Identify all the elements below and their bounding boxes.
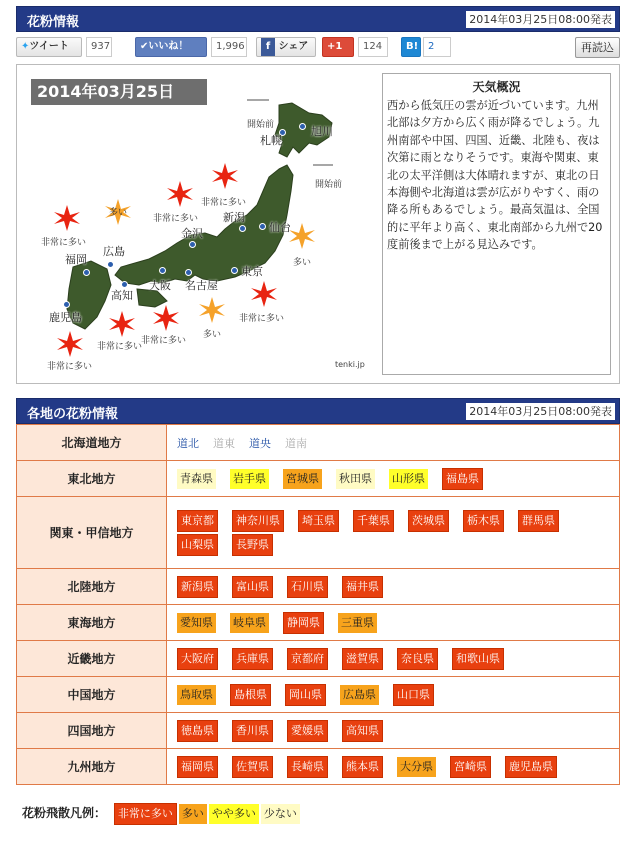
region-name: 九州地方 [17, 749, 167, 785]
prefecture-link[interactable]: 佐賀県 [232, 756, 273, 778]
prefecture-link[interactable]: 道東 [213, 436, 235, 450]
city-kanazawa[interactable]: 金沢 [181, 227, 203, 240]
region-name: 北陸地方 [17, 569, 167, 605]
prefecture-link[interactable]: 長崎県 [287, 756, 328, 778]
prefecture-link[interactable]: 鹿児島県 [505, 756, 557, 778]
city-dot [231, 267, 238, 274]
city-dot [185, 269, 192, 276]
page-title: 花粉情報 [27, 15, 80, 30]
city-dot [107, 261, 114, 268]
region-row [17, 461, 620, 497]
gplus-count: 124 [358, 37, 388, 57]
region-row [17, 641, 620, 677]
city-dot [189, 241, 196, 248]
regional-header [16, 398, 620, 424]
prefecture-link[interactable]: 石川県 [287, 576, 328, 598]
city-dot [299, 123, 306, 130]
map-label-very-high: 非常に多い [141, 336, 187, 346]
region-prefectures [167, 677, 620, 713]
region-name: 中国地方 [17, 677, 167, 713]
prefecture-link[interactable]: 徳島県 [177, 720, 218, 742]
hatena-icon: B! [406, 41, 419, 52]
map-label-start: 開始前 [247, 120, 275, 130]
region-name: 関東・甲信地方 [17, 497, 167, 569]
map-date: 2014年03月25日 [31, 79, 207, 105]
prefecture-link[interactable]: 道央 [249, 436, 271, 450]
city-dot [239, 225, 246, 232]
prefecture-link[interactable]: 東京都 [177, 510, 218, 532]
prefecture-link[interactable]: 茨城県 [408, 510, 449, 532]
map-label-very-high: 非常に多い [41, 238, 87, 248]
map-label-very-high: 非常に多い [201, 198, 247, 208]
region-prefectures [167, 497, 620, 569]
city-dot [259, 223, 266, 230]
prefecture-link[interactable]: 福岡県 [177, 756, 218, 778]
japan-map [17, 65, 377, 383]
prefecture-link[interactable]: 群馬県 [518, 510, 559, 532]
prefecture-link[interactable]: 福島県 [442, 468, 483, 490]
region-prefectures [167, 605, 620, 641]
prefecture-link[interactable]: 千葉県 [353, 510, 394, 532]
city-hiroshima[interactable]: 広島 [103, 245, 125, 258]
summary-text: 西から低気圧の雲が近づいています。九州北部は夕方から広く雨が降るでしょう。九州南部や中国、四国、近畿、北陸も、夜は次第に雨となりそうです。東海や関東、東北の太平洋側は大体晴れますが、東北の日本海側や北海道は雲が広がりやすく、雨の降る所もあるでしょう。最高気温は、全国的に平年より高く、東北南部から九州で20度前後まで上がる見込みです。 [387, 99, 603, 252]
regional-title: 各地の花粉情報 [27, 407, 119, 422]
region-name: 四国地方 [17, 713, 167, 749]
city-sendai[interactable]: 仙台 [269, 221, 291, 234]
prefecture-link[interactable]: 神奈川県 [232, 510, 284, 532]
region-row [17, 425, 620, 461]
prefecture-link[interactable]: 広島県 [340, 685, 379, 705]
like-count: 1,996 [211, 37, 247, 57]
region-name: 東海地方 [17, 605, 167, 641]
city-fukuoka[interactable]: 福岡 [65, 253, 87, 266]
prefecture-link[interactable]: 愛媛県 [287, 720, 328, 742]
map-credit: tenki.jp [335, 360, 365, 369]
map-label-very-high: 非常に多い [47, 362, 93, 372]
city-kochi[interactable]: 高知 [111, 289, 133, 302]
city-asahikawa[interactable]: 旭川 [311, 125, 333, 138]
prefecture-link[interactable]: 三重県 [338, 613, 377, 633]
city-dot [63, 301, 70, 308]
prefecture-link[interactable]: 福井県 [342, 576, 383, 598]
prefecture-link[interactable]: 宮城県 [283, 469, 322, 489]
summary-title: 天気概況 [472, 80, 521, 94]
map-label-very-high: 非常に多い [97, 342, 143, 352]
prefecture-link[interactable]: 岡山県 [285, 684, 326, 706]
map-label-high: 多い [109, 208, 128, 218]
city-osaka[interactable]: 大阪 [149, 279, 171, 292]
tweet-count: 937 [86, 37, 112, 57]
prefecture-link[interactable]: 香川県 [232, 720, 273, 742]
reload-button[interactable]: 再読込 [575, 37, 620, 58]
map-label-very-high: 非常に多い [153, 214, 199, 224]
prefecture-link[interactable]: 島根県 [230, 684, 271, 706]
like-button[interactable]: ✔いいね！ [135, 37, 207, 57]
regional-table [16, 424, 620, 785]
prefecture-link[interactable]: 岐阜県 [230, 613, 269, 633]
legend-item: やや多い [209, 804, 259, 824]
city-sapporo[interactable]: 札幌 [260, 134, 282, 147]
prefecture-link[interactable]: 熊本県 [342, 756, 383, 778]
facebook-icon: f [261, 38, 275, 56]
prefecture-link[interactable]: 富山県 [232, 576, 273, 598]
prefecture-link[interactable]: 静岡県 [283, 612, 324, 634]
legend-item: 少ない [261, 804, 300, 824]
prefecture-link[interactable]: 大分県 [397, 757, 436, 777]
city-niigata[interactable]: 新潟 [223, 211, 245, 224]
city-dot [159, 267, 166, 274]
share-bar [16, 37, 620, 59]
map-label-start: 開始前 [315, 180, 343, 190]
prefecture-link[interactable]: 山梨県 [177, 534, 218, 556]
prefecture-link[interactable]: 山口県 [393, 684, 434, 706]
prefecture-link[interactable]: 高知県 [342, 720, 383, 742]
prefecture-link[interactable]: 道南 [285, 436, 307, 450]
prefecture-link[interactable]: 新潟県 [177, 576, 218, 598]
region-row [17, 713, 620, 749]
weather-summary [382, 73, 611, 375]
pollen-map-panel [16, 64, 620, 384]
gplus-icon: +1 [327, 41, 343, 52]
prefecture-link[interactable]: 大阪府 [177, 648, 218, 670]
region-name: 東北地方 [17, 461, 167, 497]
prefecture-link[interactable]: 京都府 [287, 648, 328, 670]
region-row [17, 569, 620, 605]
city-dot [83, 269, 90, 276]
check-icon: ✔ [140, 41, 149, 52]
issue-date: 2014年03月25日08:00発表 [466, 11, 615, 28]
region-prefectures [167, 749, 620, 785]
japan-map-shape [17, 65, 377, 383]
regional-date: 2014年03月25日08:00発表 [466, 403, 615, 420]
region-prefectures [167, 569, 620, 605]
region-row [17, 497, 620, 569]
prefecture-link[interactable]: 兵庫県 [232, 648, 273, 670]
region-row [17, 677, 620, 713]
region-prefectures [167, 461, 620, 497]
prefecture-link[interactable]: 宮崎県 [450, 756, 491, 778]
prefecture-link[interactable]: 鳥取県 [177, 685, 216, 705]
legend-item: 多い [179, 804, 207, 824]
hatena-count: 2 [423, 37, 451, 57]
city-nagoya[interactable]: 名古屋 [185, 279, 218, 292]
region-name: 近畿地方 [17, 641, 167, 677]
prefecture-link[interactable]: 岩手県 [230, 469, 269, 489]
city-kagoshima[interactable]: 鹿児島 [49, 311, 82, 324]
region-prefectures [167, 425, 620, 461]
map-label-high: 多い [293, 258, 312, 268]
pollen-legend [22, 802, 302, 824]
prefecture-link[interactable]: 道北 [177, 436, 199, 450]
prefecture-link[interactable]: 長野県 [232, 534, 273, 556]
region-prefectures [167, 641, 620, 677]
prefecture-link[interactable]: 奈良県 [397, 648, 438, 670]
page-header [16, 6, 620, 32]
region-prefectures [167, 713, 620, 749]
map-label-very-high: 非常に多い [239, 314, 285, 324]
prefecture-link[interactable]: 和歌山県 [452, 648, 504, 670]
legend-item: 非常に多い [114, 803, 177, 825]
tweet-button[interactable]: ✦ツイート [16, 37, 82, 57]
city-tokyo[interactable]: 東京 [241, 265, 263, 278]
map-label-high: 多い [203, 330, 222, 340]
region-name: 北海道地方 [17, 425, 167, 461]
prefecture-link[interactable]: 秋田県 [336, 469, 375, 489]
legend-title: 花粉飛散凡例： [22, 806, 107, 820]
region-row [17, 749, 620, 785]
prefecture-link[interactable]: 山形県 [389, 469, 428, 489]
prefecture-link[interactable]: 滋賀県 [342, 648, 383, 670]
hatena-bookmark-button[interactable] [401, 37, 421, 57]
prefecture-link[interactable]: 愛知県 [177, 613, 216, 633]
prefecture-link[interactable]: 青森県 [177, 469, 216, 489]
twitter-icon: ✦ [21, 41, 30, 52]
prefecture-link[interactable]: 栃木県 [463, 510, 504, 532]
facebook-share-button[interactable]: f シェア [256, 37, 316, 57]
gplus-button[interactable] [322, 37, 354, 57]
prefecture-link[interactable]: 埼玉県 [298, 510, 339, 532]
region-row [17, 605, 620, 641]
